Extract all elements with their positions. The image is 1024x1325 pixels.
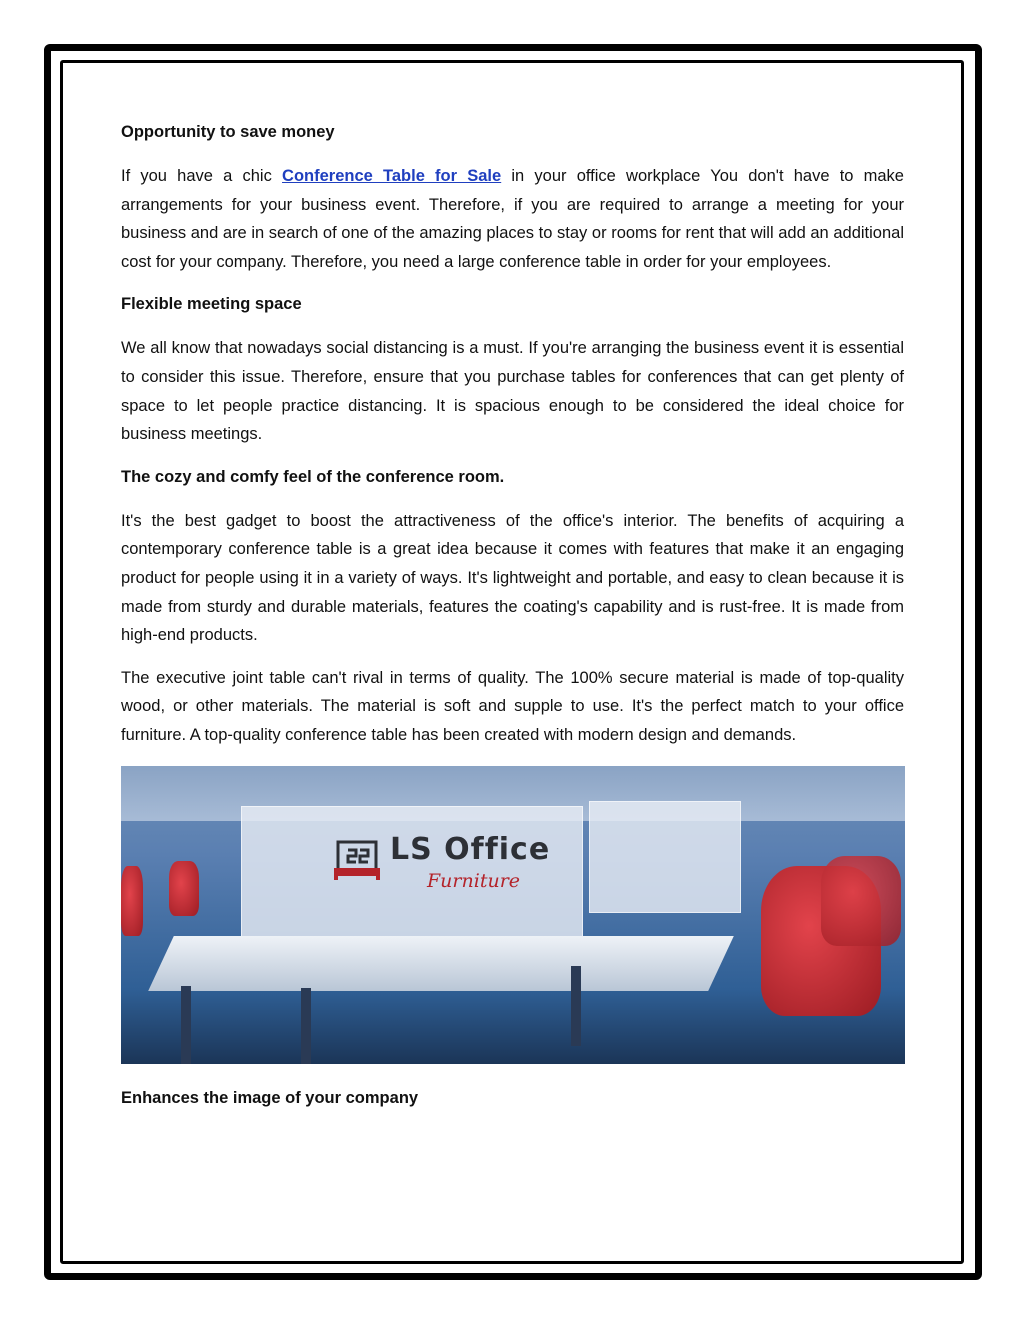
paragraph-cozy-room-1: It's the best gadget to boost the attractiveness of the office's interior. The benefits of acquiring a contemporary conference table is a great idea because it comes with features that make it an engaging product for people using it in a variety of ways. It's lightweight and portable, and easy to clean because it is made from sturdy and durable materials, features the coating's capability and is rust-free. It is made from high-end products. xyxy=(121,511,904,645)
section-heading-save-money: Opportunity to save money xyxy=(121,123,335,141)
section-heading-company-image: Enhances the image of your company xyxy=(121,1088,419,1107)
office-furniture-photo xyxy=(121,766,905,1064)
section-heading-cozy-room: The cozy and comfy feel of the conference room. xyxy=(121,467,505,486)
paragraph-flexible-space: We all know that nowadays social distancing is a must. If you're arranging the business event it is essential to consider this issue. Therefore, ensure that you purchase tables for conferences that can get plenty of space to let people practice distancing. It is spacious enough to be considered the ideal choice for business meetings. xyxy=(121,339,904,444)
photo-desk-leg xyxy=(181,986,191,1064)
photo-glass-partition-center xyxy=(241,806,583,948)
paragraph-text: If you have a chic xyxy=(121,167,283,185)
photo-desk-leg xyxy=(571,966,581,1046)
logo-title: LS Office xyxy=(390,831,551,867)
photo-chair-red-back-2 xyxy=(821,856,901,946)
photo-desk-leg xyxy=(301,988,311,1064)
section-heading-flexible-space: Flexible meeting space xyxy=(121,295,302,314)
paragraph-cozy-room-2: The executive joint table can't rival in terms of quality. The 100% secure material is made of top-quality wood, or other materials. The material is soft and supple to use. It's the perfect match to your office furniture. A top-quality conference table has been created with modern design and demands. xyxy=(121,668,904,744)
conference-table-link[interactable]: Conference Table for Sale xyxy=(282,167,502,185)
paragraph-save-money xyxy=(121,162,904,276)
document-body xyxy=(121,118,904,1112)
photo-glass-partition-right xyxy=(589,801,741,913)
photo-desk xyxy=(148,936,734,991)
logo-subtitle: Furniture xyxy=(427,869,521,892)
ls-office-logo-icon xyxy=(334,836,380,882)
paragraph-text: in your office workplace You don't have to make arrangements for your business event. Therefore, if you are required to arrange a meeting for your business and are in search of one of the amazing places to stay or rooms for rent that will add an additional cost for your company. Therefore, you need a large conference table in order for your employees. xyxy=(121,167,904,271)
photo-chair-left xyxy=(121,866,143,936)
photo-chair-left-2 xyxy=(169,861,199,916)
